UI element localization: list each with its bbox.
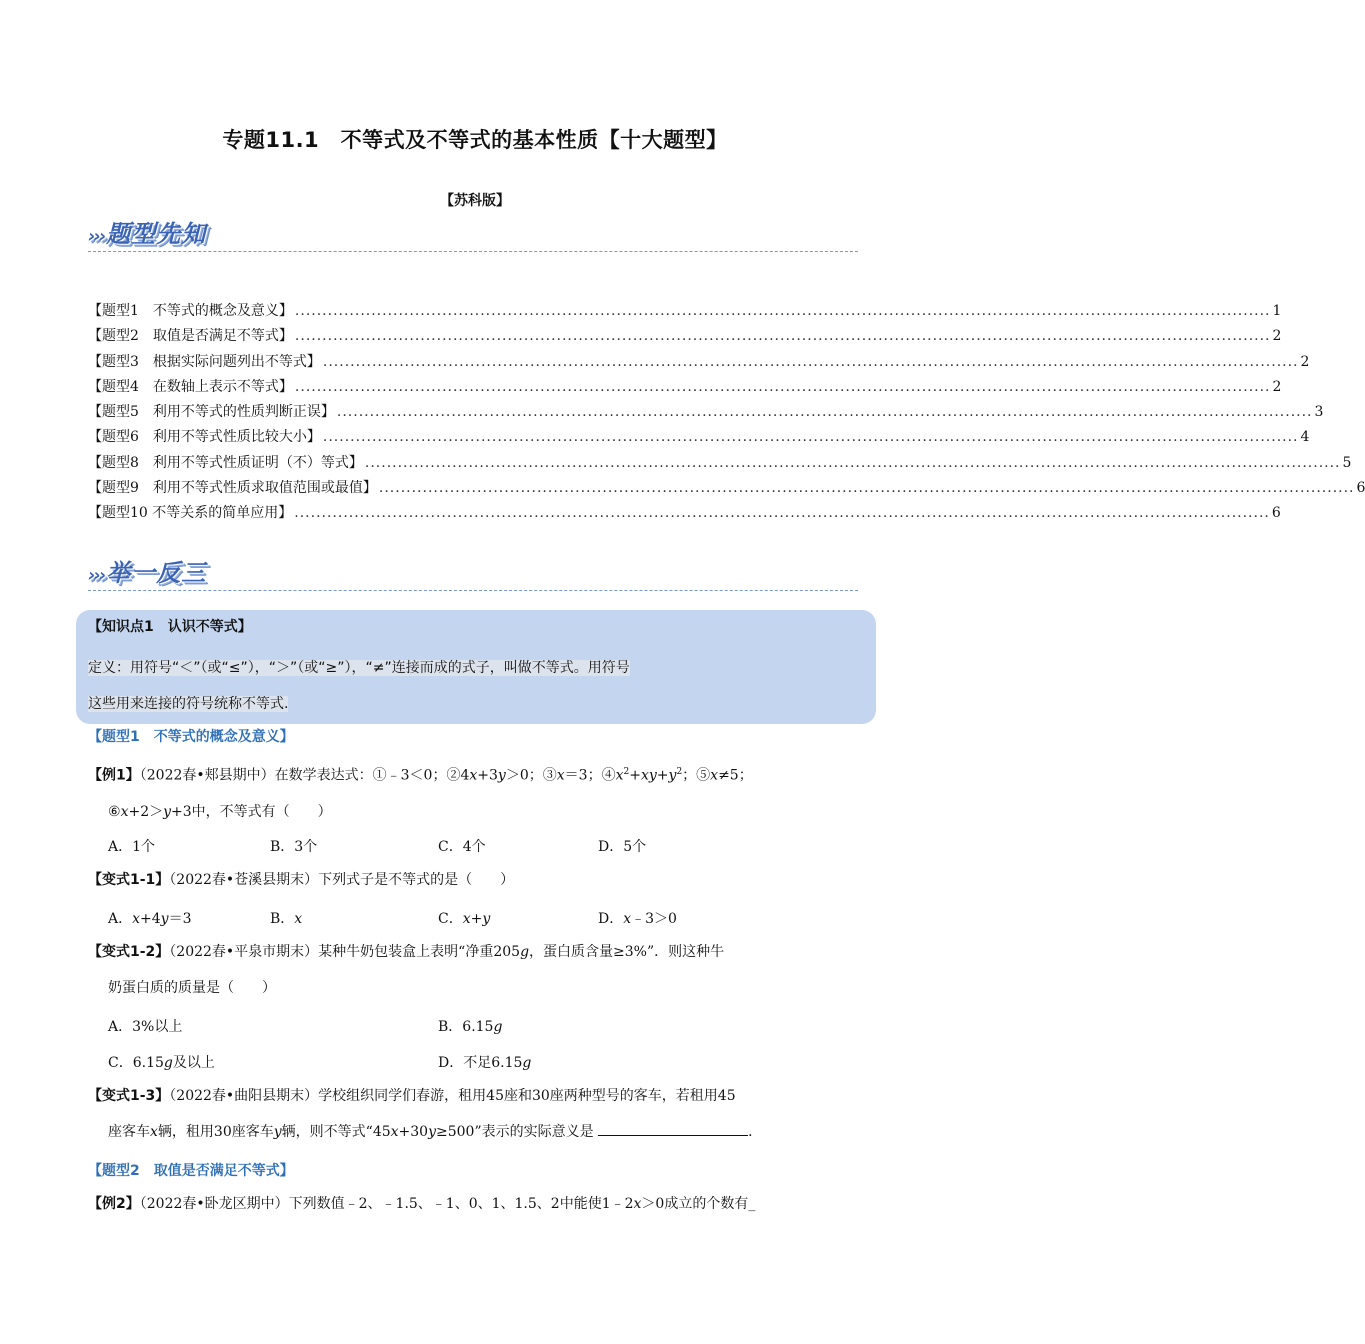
text: 及以上 xyxy=(172,1055,215,1071)
divider xyxy=(88,590,858,591)
option-b xyxy=(438,1016,502,1036)
knowledge-line: 定义：用符号“＜”（或“≤”），“＞”（或“≥”），“≠”连接而成的式子，叫做不等式。用符号 xyxy=(88,660,630,676)
text: + xyxy=(470,911,483,927)
text: C． xyxy=(438,911,463,927)
answer-blank[interactable] xyxy=(598,1121,748,1136)
option-a: A．3%以上 xyxy=(108,1019,183,1035)
toc-page-number: 4 xyxy=(1300,429,1310,446)
var: y xyxy=(273,1124,282,1140)
toc-label: 【题型6 利用不等式性质比较大小】 xyxy=(88,429,321,446)
toc-entry[interactable] xyxy=(88,502,1281,527)
text: D．不足6.15 xyxy=(438,1055,523,1071)
example-tag: 【例2】 xyxy=(88,1196,140,1212)
options-row xyxy=(108,1052,848,1072)
edition-label: 【苏科版】 xyxy=(440,193,510,209)
text: （2022春•平泉市期末）某种牛奶包装盒上表明“净重205 xyxy=(169,944,521,960)
text: （2022春•郏县期中）在数学表达式：①﹣3＜0；②4 xyxy=(139,767,470,784)
text: ≥500”表示的实际意义是 xyxy=(436,1124,594,1140)
text: ，蛋白质含量≥3%”．则这种牛 xyxy=(529,944,725,960)
text: 座客车 xyxy=(108,1124,150,1140)
text: （2022春•曲阳县期末）学校组织同学们春游，租用45座和30座两种型号的客车，若租用45 xyxy=(169,1088,736,1104)
option-c xyxy=(108,1052,438,1072)
var: g xyxy=(520,944,530,960)
toc-leader-dots: ................................................................................................................................................................................... xyxy=(378,480,1355,497)
banner-text: 举一反三 xyxy=(106,559,207,587)
text: + xyxy=(656,767,669,784)
knowledge-line: 这些用来连接的符号统称不等式. xyxy=(88,696,289,712)
knowledge-text xyxy=(88,650,868,722)
var: y xyxy=(160,911,169,927)
toc-leader-dots: ................................................................................................................................................................................... xyxy=(294,328,1271,345)
toc-label: 【题型4 在数轴上表示不等式】 xyxy=(88,378,293,395)
toc-label: 【题型1 不等式的概念及意义】 xyxy=(88,303,293,319)
example-2 xyxy=(88,1186,868,1222)
var: g xyxy=(163,1055,173,1071)
var: g xyxy=(493,1019,503,1035)
text: + xyxy=(629,767,641,784)
option-c xyxy=(438,908,598,928)
var: y xyxy=(163,803,172,820)
options-row xyxy=(108,908,848,928)
option-a: A．1个 xyxy=(108,839,156,855)
toc-page-number: 2 xyxy=(1300,353,1310,370)
toc-page-number: 5 xyxy=(1342,454,1352,471)
toc-leader-dots: ................................................................................................................................................................................... xyxy=(336,404,1313,421)
option-d xyxy=(598,908,677,928)
var: x xyxy=(710,767,719,784)
toc-leader-dots: ................................................................................................................................................................................... xyxy=(294,378,1271,395)
text: +4 xyxy=(140,911,161,927)
toc-page-number: 2 xyxy=(1272,328,1282,345)
toc-page-number: 1 xyxy=(1272,303,1282,319)
toc-page-number: 2 xyxy=(1272,378,1282,395)
text: ＝3；④ xyxy=(564,767,616,784)
section-banner-examples xyxy=(88,553,206,588)
var: y xyxy=(497,767,506,784)
var: x xyxy=(640,767,649,784)
toc-entry[interactable] xyxy=(88,351,1310,376)
variant-1-3 xyxy=(88,1078,868,1150)
text: +2＞ xyxy=(128,803,164,820)
var: x xyxy=(469,767,478,784)
var: y xyxy=(668,767,677,784)
var: x xyxy=(294,911,303,927)
toc-label: 【题型8 利用不等式性质证明（不）等式】 xyxy=(88,454,363,471)
toc-entry[interactable] xyxy=(88,325,1282,350)
toc-entry[interactable] xyxy=(88,426,1310,451)
toc-entry[interactable] xyxy=(88,300,1282,325)
variant-tag: 【变式1-1】 xyxy=(88,872,170,888)
text: ；⑤ xyxy=(682,767,711,784)
toc-entry[interactable] xyxy=(88,452,1352,477)
toc-label: 【题型9 利用不等式性质求取值范围或最值】 xyxy=(88,480,377,497)
text: B．6.15 xyxy=(438,1019,494,1035)
toc-page-number: 6 xyxy=(1271,505,1281,522)
text: D． xyxy=(598,911,624,927)
arrows-icon: ››› xyxy=(88,226,105,247)
toc-leader-dots: ................................................................................................................................................................................... xyxy=(294,505,1270,522)
exp: 2 xyxy=(623,767,630,777)
toc-label: 【题型5 利用不等式的性质判断正误】 xyxy=(88,404,335,421)
option-d: D．5个 xyxy=(598,839,647,855)
text: +3中，不等式有（ ） xyxy=(171,803,332,820)
text: （2022春•苍溪县期末）下列式子是不等式的是（ ） xyxy=(169,872,515,888)
var: x xyxy=(390,1124,399,1140)
variant-tag: 【变式1-2】 xyxy=(88,944,170,960)
var: y xyxy=(428,1124,437,1140)
text: （2022春•卧龙区期中）下列数值﹣2、﹣1.5、﹣1、0、1、1.5、2中能使1﹣2 xyxy=(139,1196,634,1212)
type-heading: 【题型2 取值是否满足不等式】 xyxy=(88,1163,294,1179)
knowledge-title: 【知识点1 认识不等式】 xyxy=(88,619,252,635)
toc-entry[interactable] xyxy=(88,376,1282,401)
options-row xyxy=(108,836,848,856)
var: x xyxy=(556,767,565,784)
text: B． xyxy=(270,911,295,927)
text: 奶蛋白质的质量是（ ） xyxy=(108,980,276,996)
text: 辆，租用30座客车 xyxy=(157,1124,274,1140)
variant-1-1 xyxy=(88,862,868,898)
text: ＝3 xyxy=(168,911,192,927)
banner-text: 题型先知 xyxy=(106,220,207,248)
toc-leader-dots: ................................................................................................................................................................................... xyxy=(322,429,1299,446)
page-title: 专题11.1 不等式及不等式的基本性质【十大题型】 xyxy=(222,128,728,152)
text: ﹣3＞0 xyxy=(631,911,677,927)
var: x xyxy=(150,1124,158,1140)
table-of-contents xyxy=(88,300,1365,528)
var: x xyxy=(132,911,141,927)
toc-label: 【题型10 不等关系的简单应用】 xyxy=(88,505,293,522)
variant-1-2 xyxy=(88,934,868,1006)
toc-label: 【题型3 根据实际问题列出不等式】 xyxy=(88,353,321,370)
type-heading: 【题型1 不等式的概念及意义】 xyxy=(88,729,294,745)
example-tag: 【例1】 xyxy=(88,767,140,784)
exp: 2 xyxy=(676,767,683,777)
toc-leader-dots: ................................................................................................................................................................................... xyxy=(294,303,1271,319)
text: ⑥ xyxy=(108,803,121,820)
var: y xyxy=(482,911,491,927)
text: A． xyxy=(108,911,133,927)
text: ≠5； xyxy=(718,767,753,784)
options-row xyxy=(108,1016,848,1036)
toc-leader-dots: ................................................................................................................................................................................... xyxy=(322,353,1299,370)
text: C．6.15 xyxy=(108,1055,164,1071)
option-b xyxy=(270,908,438,928)
option-c: C．4个 xyxy=(438,839,486,855)
toc-leader-dots: ................................................................................................................................................................................... xyxy=(364,454,1341,471)
option-d xyxy=(438,1052,531,1072)
var: x xyxy=(615,767,624,784)
text: +3 xyxy=(477,767,498,784)
text: ． xyxy=(748,1124,763,1140)
text: 辆，则不等式“45 xyxy=(281,1124,391,1140)
var: g xyxy=(522,1055,532,1071)
text: ＞0；③ xyxy=(505,767,557,784)
toc-entry[interactable] xyxy=(88,401,1324,426)
section-banner-overview xyxy=(88,214,206,249)
toc-entry[interactable] xyxy=(88,477,1365,502)
example-1 xyxy=(88,754,868,830)
toc-label: 【题型2 取值是否满足不等式】 xyxy=(88,328,293,345)
text: +30 xyxy=(398,1124,429,1140)
toc-page-number: 6 xyxy=(1356,480,1365,497)
var: x xyxy=(120,803,129,820)
variant-tag: 【变式1-3】 xyxy=(88,1088,170,1104)
option-a xyxy=(108,908,270,928)
text: ＞0成立的个数有_ xyxy=(641,1196,756,1212)
arrows-icon: ››› xyxy=(88,565,105,586)
var: y xyxy=(648,767,657,784)
var: x xyxy=(462,911,471,927)
var: x xyxy=(623,911,632,927)
divider xyxy=(88,251,858,252)
toc-page-number: 3 xyxy=(1314,404,1324,421)
var: x xyxy=(633,1196,642,1212)
option-b: B．3个 xyxy=(270,839,318,855)
